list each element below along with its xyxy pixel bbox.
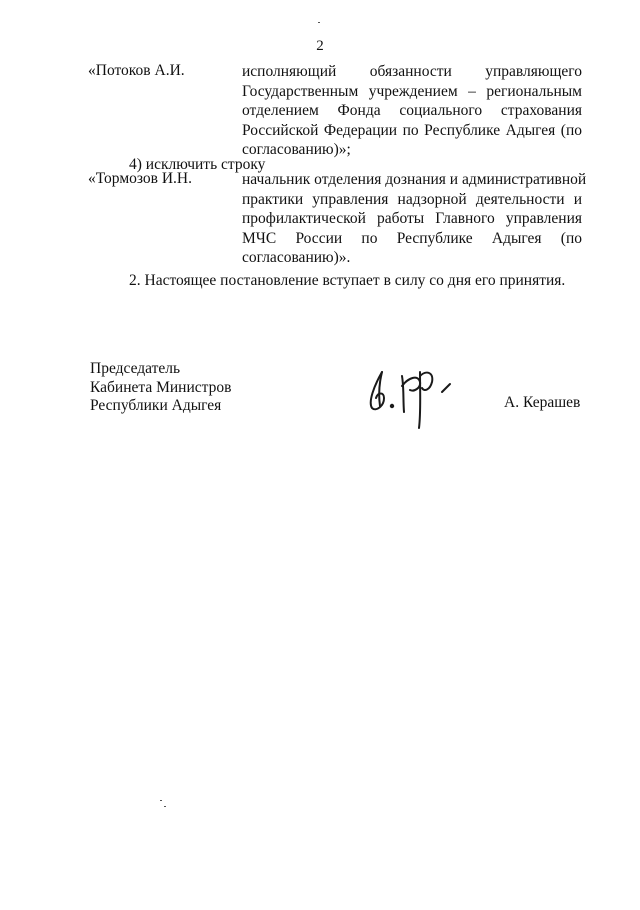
entry-name-tormozov: «Тормозов И.Н.: [88, 170, 192, 187]
signatory-title-line: Республики Адыгея: [90, 397, 222, 414]
description-line: согласованию)».: [242, 249, 351, 267]
entry-description-tormozov: [242, 170, 587, 268]
description-line: отделением Фонда социального страхования: [242, 102, 582, 120]
item-exclude-row: 4) исключить строку: [129, 156, 266, 173]
description-line: исполняющий обязанности управляющего: [242, 63, 582, 80]
signatory-title-line: Кабинета Министров: [90, 378, 232, 396]
page-number: 2: [316, 38, 324, 54]
description-line: Российской Федерации по Республике Адыгея (по: [242, 121, 582, 139]
signer-name: А. Керашев: [504, 394, 581, 411]
signatory-title-line: Председатель: [90, 360, 181, 377]
entry-name-potokov: «Потоков А.И.: [88, 62, 185, 79]
description-line: начальник отделения дознания и административной: [242, 171, 587, 188]
scan-speck: [160, 800, 162, 801]
description-line: практики управления надзорной деятельности и: [242, 190, 582, 208]
handwritten-signature: [362, 362, 462, 432]
signatory-title: [90, 360, 231, 416]
description-line: Государственным учреждением – региональным: [242, 82, 582, 100]
description-line: согласованию)»;: [242, 141, 351, 159]
item-effective-date: 2. Настоящее постановление вступает в силу со дня его принятия.: [129, 272, 566, 289]
scan-speck: [164, 806, 166, 807]
entry-description-potokov: [242, 62, 582, 160]
description-line: профилактической работы Главного управления: [242, 210, 582, 228]
scan-speck: [318, 22, 320, 23]
description-line: МЧС России по Республике Адыгея (по: [242, 229, 582, 247]
